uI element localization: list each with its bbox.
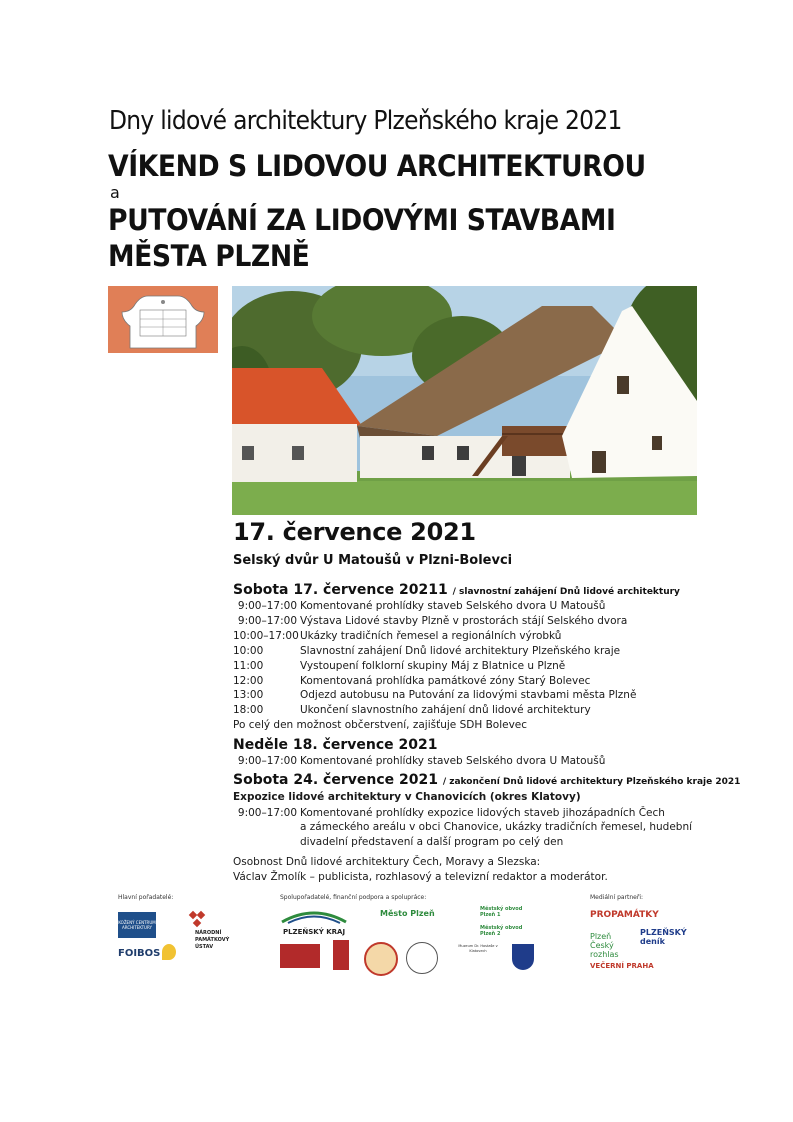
day3-line: divadelní představení a další program po celý den (300, 836, 564, 848)
personality-name: Václav Žmolík – publicista, rozhlasový a televizní redaktor a moderátor. (233, 871, 608, 883)
day1-title: Sobota 17. července 20211 (233, 582, 448, 598)
day1-note: / slavnostní zahájení Dnů lidové architektury (452, 587, 680, 597)
second-title-cont: MĚSTA PLZNĚ (108, 239, 310, 273)
day3-note: / zakončení Dnů lidové architektury Plzeňského kraje 2021 (442, 777, 741, 787)
schedule-row: 10:00–17:00Ukázky tradičních řemesel a regionálních výrobků (233, 630, 562, 642)
foibos-logo: FOIBOS (118, 948, 161, 959)
personality-label: Osobnost Dnů lidové architektury Čech, Moravy a Slezska: (233, 856, 541, 868)
schedule-row: 11:00 Vystoupení folklorní skupiny Máj z Blatnice u Plzně (233, 660, 566, 672)
day3-line: a zámeckého areálu v obci Chanovice, ukázky tradičních řemesel, hudební (300, 821, 693, 833)
co-organizers-label: Spolupořadatelé, finanční podpora a spolupráce: (280, 894, 427, 901)
second-title: PUTOVÁNÍ ZA LIDOVÝMI STAVBAMI (108, 203, 616, 237)
npu-logo-icon (188, 910, 210, 930)
vecerni-praha-logo: VEČERNÍ PRAHA (590, 962, 654, 970)
day1-footer: Po celý den možnost občerstvení, zajišťuje SDH Bolevec (233, 719, 528, 731)
hostas-museum-logo: Muzeum Dr. Hostaše v Klatovech (458, 944, 498, 953)
koseny-logo: KOŽENÝ CENTRUM ARCHITEKTURY (118, 912, 156, 938)
schedule-row: 9:00–17:00 Komentované prohlídky staveb Selského dvora U Matoušů (237, 755, 606, 767)
schedule-row: 9:00–17:00 Komentované prohlídky staveb Selského dvora U Matoušů (237, 600, 606, 612)
main-organizers-label: Hlavní pořadatelé: (118, 894, 174, 901)
day1-heading (233, 582, 680, 598)
schedule-row: 9:00–17:00 Výstava Lidové stavby Plzně v prostorách stájí Selského dvora (237, 615, 628, 627)
museum-logo (280, 944, 320, 968)
day3-title: Sobota 24. července 2021 (233, 772, 438, 788)
schedule-row: 9:00–17:00 Komentované prohlídky expozice lidových staveb jihozápadních Čech (237, 807, 665, 819)
obvod1-logo: Městský obvod Plzeň 1 (480, 906, 523, 918)
npu-logo-text: NÁRODNÍ PAMÁTKOVÝ ÚSTAV (195, 930, 230, 950)
day2-title: Neděle 18. července 2021 (233, 737, 438, 753)
plzensky-denik-logo: PLZEŇSKÝ deník (640, 928, 687, 946)
tower-logo-icon (333, 940, 349, 970)
event-date: 17. července 2021 (233, 518, 476, 546)
farmstead-photo (232, 286, 697, 515)
rozhlas-plzen-logo: Plzeň Český rozhlas (590, 932, 619, 959)
plzensky-kraj-logo: PLZEŇSKÝ KRAJ (280, 908, 348, 938)
day3-heading (233, 772, 740, 788)
event-venue: Selský dvůr U Matoušů v Plzni-Bolevci (233, 553, 513, 568)
event-series-title: Dny lidové architektury Plzeňského kraje 2021 (109, 106, 622, 136)
day3-subtitle: Expozice lidové architektury v Chanovicích (okres Klatovy) (233, 791, 581, 803)
main-title: VÍKEND S LIDOVOU ARCHITEKTUROU (108, 149, 646, 183)
shield-logo-icon (512, 944, 534, 970)
schedule-row: 10:00 Slavnostní zahájení Dnů lidové architektury Plzeňského kraje (233, 645, 621, 657)
schedule-row: 13:00 Odjezd autobusu na Putování za lidovými stavbami města Plzně (233, 689, 637, 701)
schedule-row: 18:00 Ukončení slavnostního zahájení dnů lidové architektury (233, 704, 591, 716)
obvod2-logo: Městský obvod Plzeň 2 (480, 925, 523, 937)
crest-logo-icon (364, 942, 398, 976)
media-partners-label: Mediální partneři: (590, 894, 644, 901)
schedule-row: 12:00 Komentovaná prohlídka památkové zóny Starý Bolevec (233, 675, 591, 687)
propamatky-logo: PROPAMÁTKY (590, 910, 659, 920)
foibos-mark-icon (162, 944, 176, 960)
seal-logo-icon (406, 942, 438, 974)
title-conjunction: a (110, 183, 120, 202)
mesto-plzen-logo: Město Plzeň (380, 909, 435, 918)
gable-logo (108, 286, 218, 353)
